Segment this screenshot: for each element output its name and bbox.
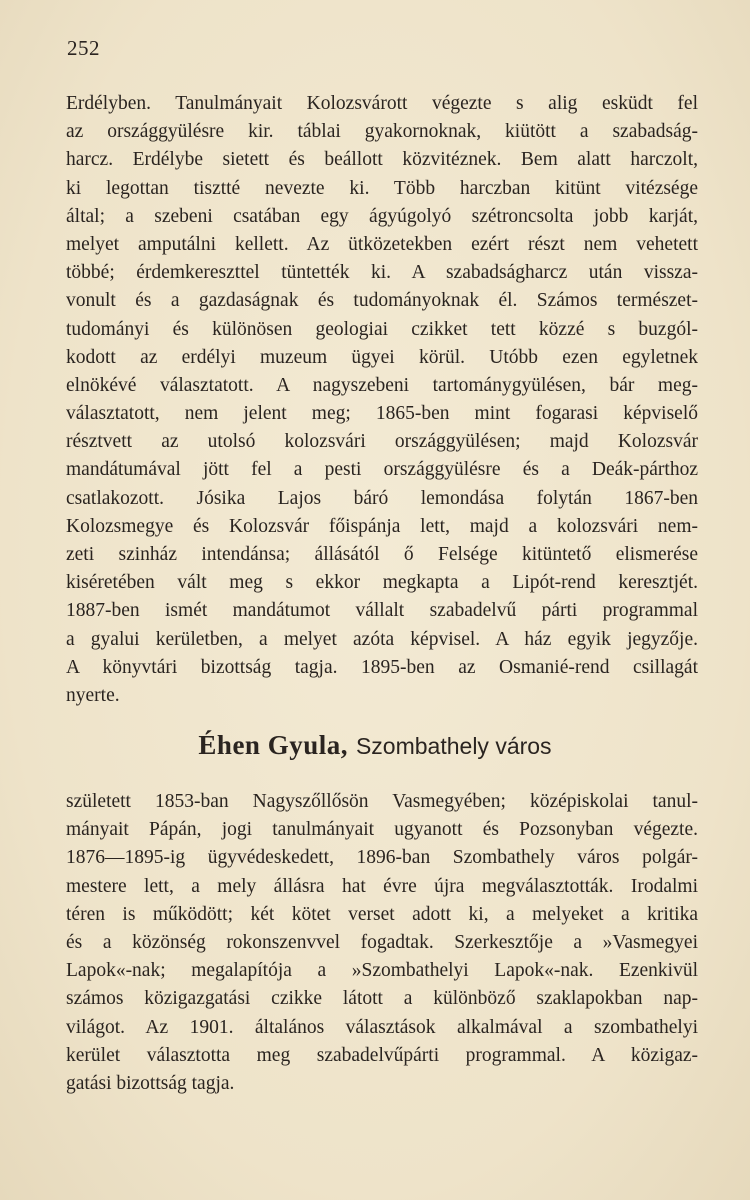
text-line: számos közigazgatási czikke látott a különböző szaklapokban nap- — [66, 988, 698, 1010]
text-line: ki legottan tisztté nevezte ki. Több harczban kitünt vitézsége — [66, 177, 698, 199]
text-line: kerület választotta meg szabadelvűpárti programmal. A közigaz- — [66, 1044, 698, 1066]
text-line: az országgyülésre kir. táblai gyakornoknak, kiütött a szabadság- — [66, 121, 698, 143]
text-line: tudományi és különösen geologiai czikket tett közzé s buzgól- — [66, 318, 698, 340]
text-line: Lapok«-nak; megalapítója a »Szombathelyi Lapok«-nak. Ezenkivül — [66, 960, 698, 982]
text-line: mandátumával jött fel a pesti országgyülésre és a Deák-párthoz — [66, 459, 698, 481]
text-line: kiséretében vált meg s ekkor megkapta a Lipót-rend keresztjét. — [66, 572, 698, 594]
text-line: résztvett az utolsó kolozsvári országgyülésen; majd Kolozsvár — [66, 431, 698, 453]
text-line: nyerte. — [66, 684, 120, 706]
text-line: és a közönség rokonszenvvel fogadtak. Szerkesztője a »Vasmegyei — [66, 931, 698, 953]
text-line: született 1853-ban Nagyszőllősön Vasmegyében; középiskolai tanul- — [66, 791, 698, 812]
text-line: 1887-ben ismét mandátumot vállalt szabadelvű párti programmal — [66, 600, 698, 622]
text-line: Erdélyben. Tanulmányait Kolozsvárott végezte s alig esküdt fel — [66, 93, 698, 114]
biography-paragraph-continued — [66, 90, 698, 710]
text-line: zeti szinház intendánsa; állásától ő Felsége kitüntető elismerése — [66, 544, 698, 565]
text-line: a gyalui kerületben, a melyet azóta képvisel. A ház egyik jegyzője. — [66, 628, 698, 650]
text-line: harcz. Erdélybe sietett és beállott közvitéznek. Bem alatt harczolt, — [66, 149, 698, 171]
text-line: gatási bizottság tagja. — [66, 1072, 235, 1094]
text-line: 1876—1895-ig ügyvédeskedett, 1896-ban Szombathely város polgár- — [66, 847, 698, 869]
text-line: vonult és a gazdaságnak és tudományoknak él. Számos természet- — [66, 290, 698, 312]
text-line: elnökévé választatott. A nagyszebeni tartománygyülésen, bár meg- — [66, 374, 698, 396]
text-line: választatott, nem jelent meg; 1865-ben mint fogarasi képviselő — [66, 403, 698, 425]
entry-heading — [0, 730, 750, 761]
text-line: világot. Az 1901. általános választások alkalmával a szombathelyi — [66, 1016, 698, 1038]
biography-paragraph — [66, 788, 698, 1098]
page-number: 252 — [67, 36, 100, 60]
text-line: mányait Pápán, jogi tanulmányait ugyanott és Pozsonyban végezte. — [66, 819, 698, 841]
text-line: többé; érdemkereszttel tüntették ki. A szabadságharcz után vissza- — [66, 262, 698, 284]
text-line: A könyvtári bizottság tagja. 1895-ben az Osmanié-rend csillagát — [66, 656, 698, 678]
text-line: melyet amputálni kellett. Az ütközetekben ezért részt nem vehetett — [66, 233, 698, 255]
text-line: által; a szebeni csatában egy ágyúgolyó szétroncsolta jobb karját, — [66, 205, 698, 227]
entry-name: Éhen Gyula, — [198, 730, 348, 760]
text-line: csatlakozott. Jósika Lajos báró lemondása folytán 1867-ben — [66, 487, 698, 509]
text-line: mestere lett, a mely állásra hat évre újra megválasztották. Irodalmi — [66, 875, 698, 897]
entry-constituency: Szombathely város — [355, 733, 552, 759]
text-line: Kolozsmegye és Kolozsvár főispánja lett, majd a kolozsvári nem- — [66, 515, 698, 537]
text-line: téren is működött; két kötet verset adott ki, a melyeket a kritika — [66, 903, 698, 925]
text-line: kodott az erdélyi muzeum ügyei körül. Utóbb ezen egyletnek — [66, 346, 698, 368]
